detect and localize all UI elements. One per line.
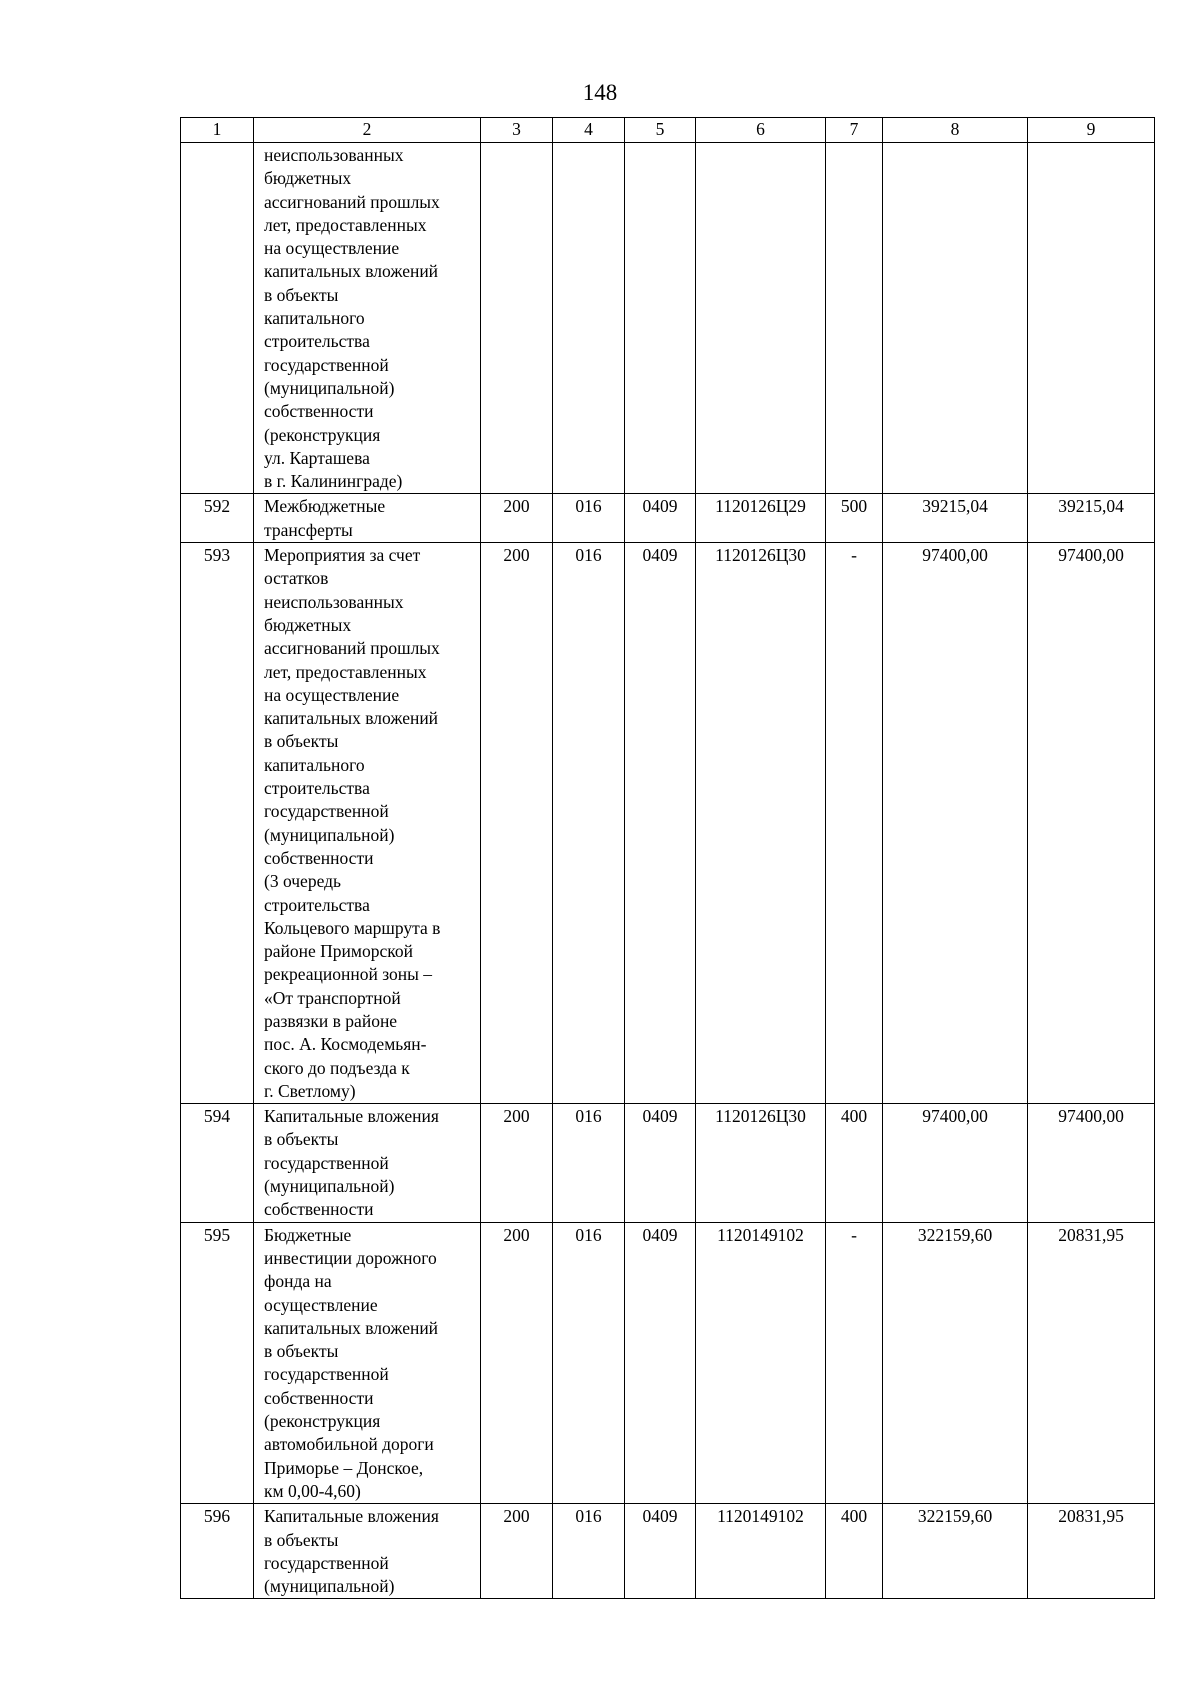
- cell-c4: 016: [553, 494, 625, 543]
- cell-c4: 016: [553, 1504, 625, 1599]
- cell-c3: 200: [481, 1104, 553, 1222]
- cell-c9: 39215,04: [1028, 494, 1155, 543]
- row-name-text: Капитальные вложения в объекты государственной (муниципальной) собственности: [264, 1106, 439, 1220]
- cell-c3: 200: [481, 1504, 553, 1599]
- cell-c8: 97400,00: [883, 1104, 1028, 1222]
- column-header: 5: [625, 118, 696, 143]
- cell-c8: [883, 143, 1028, 494]
- column-header: 6: [696, 118, 826, 143]
- row-name-text: Мероприятия за счет остатков неиспользованных бюджетных ассигнований прошлых лет, предоставленных на осуществление капитальных вложений в объекты капитального строительства государственной (муниципальной) собственности (3 очередь строительства Кольцевого маршрута в районе Приморской рекреационной зоны – «От транспортной развязки в районе пос. А. Космодемьян- ского до подъезда к г. Светлому): [264, 545, 441, 1101]
- row-number: [181, 143, 254, 494]
- cell-c9: 20831,95: [1028, 1222, 1155, 1504]
- cell-c3: 200: [481, 543, 553, 1104]
- cell-c9: 20831,95: [1028, 1504, 1155, 1599]
- row-name-text: Бюджетные инвестиции дорожного фонда на осуществление капитальных вложений в объекты государственной собственности (реконструкция автомобильной дороги Приморье – Донское, км 0,00-4,60): [264, 1224, 439, 1501]
- cell-c7: [826, 143, 883, 494]
- cell-c3: 200: [481, 1222, 553, 1504]
- cell-c5: 0409: [625, 1222, 696, 1504]
- cell-c3: 200: [481, 494, 553, 543]
- row-number: 592: [181, 494, 254, 543]
- cell-c8: 97400,00: [883, 543, 1028, 1104]
- row-name: [254, 1222, 481, 1504]
- cell-c9: [1028, 143, 1155, 494]
- table-row: [181, 1222, 1155, 1504]
- cell-c9: 97400,00: [1028, 1104, 1155, 1222]
- table-row: [181, 1504, 1155, 1599]
- cell-c8: 322159,60: [883, 1222, 1028, 1504]
- cell-c4: 016: [553, 543, 625, 1104]
- column-header: 3: [481, 118, 553, 143]
- column-header: 7: [826, 118, 883, 143]
- cell-c6: 1120126Ц29: [696, 494, 826, 543]
- cell-c3: [481, 143, 553, 494]
- cell-c4: 016: [553, 1104, 625, 1222]
- cell-c5: [625, 143, 696, 494]
- cell-c6: [696, 143, 826, 494]
- row-name-text: Межбюджетные трансферты: [264, 496, 386, 540]
- budget-table: [180, 117, 1155, 1599]
- cell-c4: [553, 143, 625, 494]
- row-name-text: Капитальные вложения в объекты государственной (муниципальной): [264, 1506, 439, 1597]
- row-name: [254, 494, 481, 543]
- cell-c6: 1120149102: [696, 1504, 826, 1599]
- row-name-text: неиспользованных бюджетных ассигнований прошлых лет, предоставленных на осуществление капитальных вложений в объекты капитального строительства государственной (муниципальной) собственности (реконструкция ул. Карташева в г. Калининграде): [264, 145, 440, 492]
- row-name: [254, 1104, 481, 1222]
- column-header: 1: [181, 118, 254, 143]
- page-number: 148: [582, 80, 618, 105]
- cell-c9: 97400,00: [1028, 543, 1155, 1104]
- cell-c5: 0409: [625, 543, 696, 1104]
- table-row: [181, 1104, 1155, 1222]
- row-name: [254, 543, 481, 1104]
- row-number: 595: [181, 1222, 254, 1504]
- cell-c8: 39215,04: [883, 494, 1028, 543]
- cell-c5: 0409: [625, 494, 696, 543]
- cell-c4: 016: [553, 1222, 625, 1504]
- cell-c7: 400: [826, 1504, 883, 1599]
- header-row: [181, 118, 1155, 143]
- row-name: [254, 1504, 481, 1599]
- cell-c7: -: [826, 1222, 883, 1504]
- row-number: 594: [181, 1104, 254, 1222]
- row-number: 596: [181, 1504, 254, 1599]
- cell-c5: 0409: [625, 1104, 696, 1222]
- table-row: [181, 543, 1155, 1104]
- column-header: 9: [1028, 118, 1155, 143]
- cell-c7: 500: [826, 494, 883, 543]
- column-header: 2: [254, 118, 481, 143]
- table-row: [181, 494, 1155, 543]
- column-header: 8: [883, 118, 1028, 143]
- row-number: 593: [181, 543, 254, 1104]
- cell-c5: 0409: [625, 1504, 696, 1599]
- cell-c6: 1120149102: [696, 1222, 826, 1504]
- row-name: [254, 143, 481, 494]
- column-header: 4: [553, 118, 625, 143]
- cell-c8: 322159,60: [883, 1504, 1028, 1599]
- cell-c7: -: [826, 543, 883, 1104]
- cell-c7: 400: [826, 1104, 883, 1222]
- table-row: [181, 143, 1155, 494]
- cell-c6: 1120126Ц30: [696, 1104, 826, 1222]
- cell-c6: 1120126Ц30: [696, 543, 826, 1104]
